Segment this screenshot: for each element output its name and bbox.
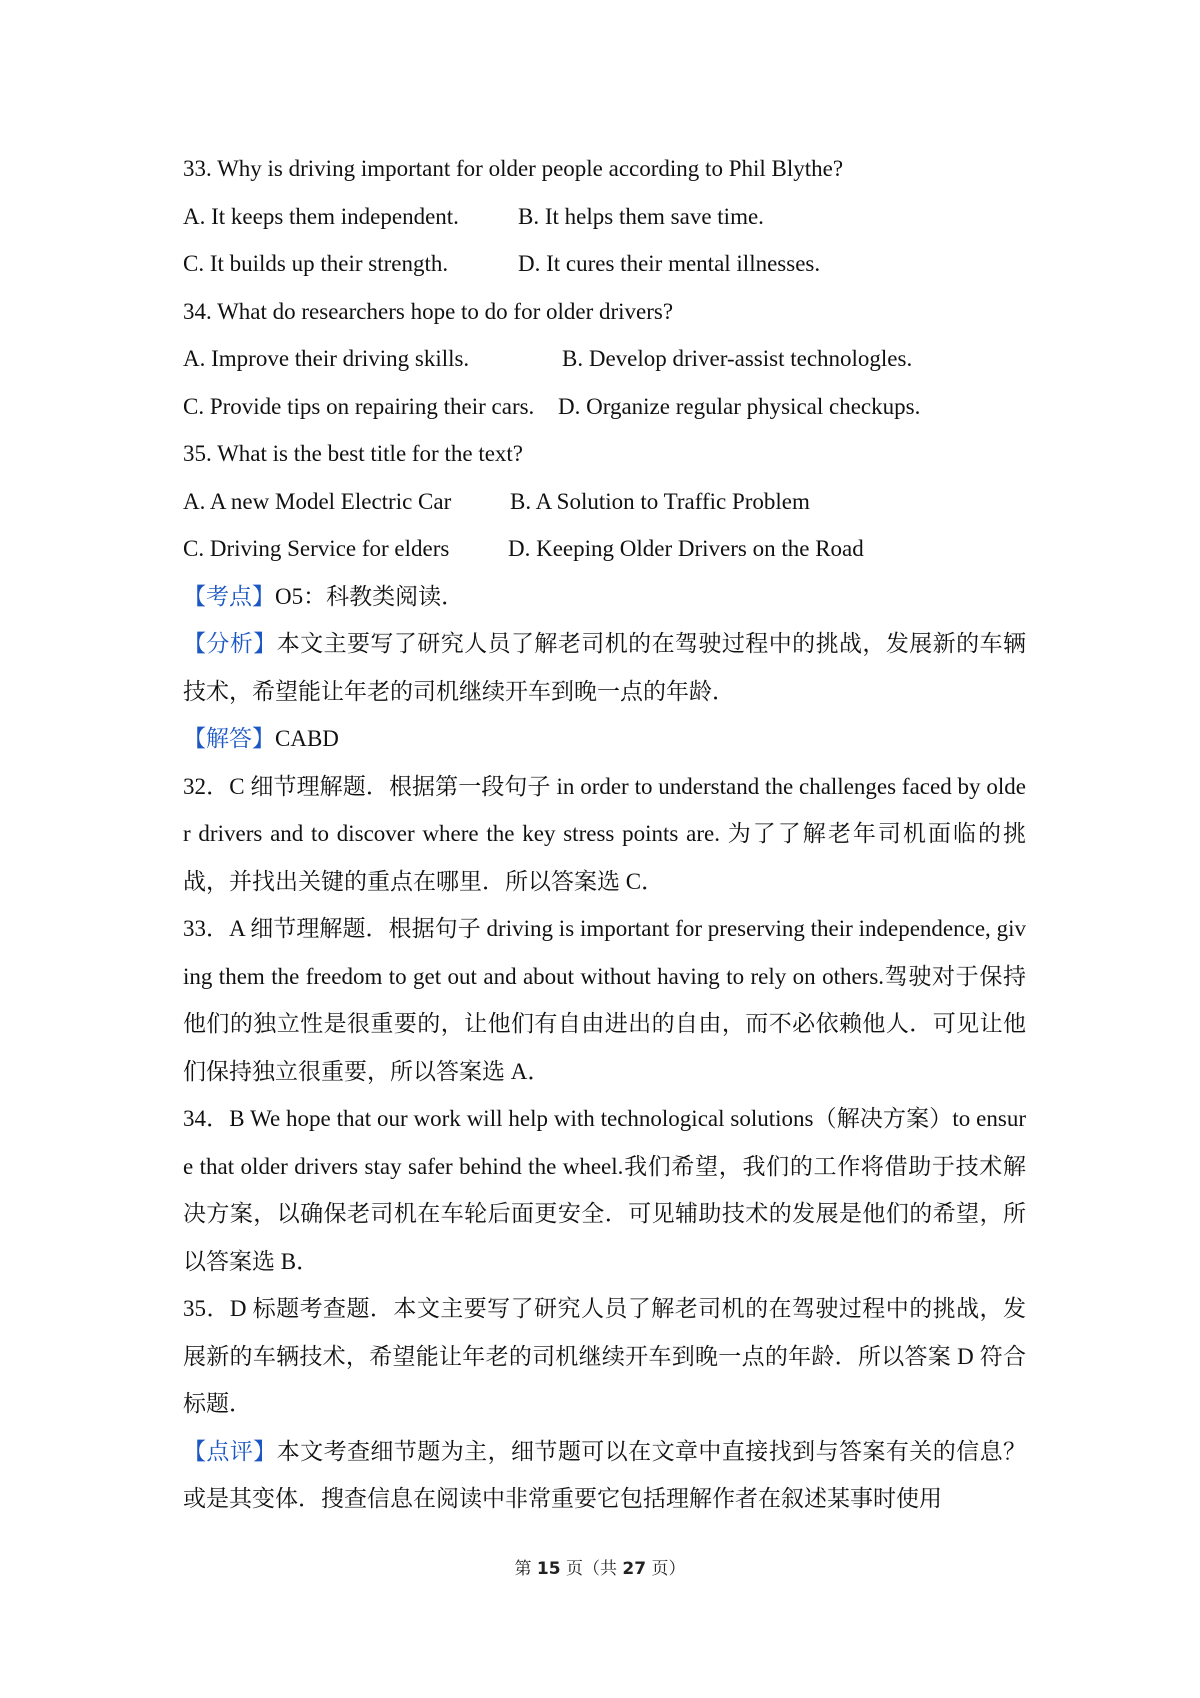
option-b: B. Develop driver-assist technologles. [562,346,913,371]
page-footer [0,1554,1200,1579]
dianping-section [183,1428,1026,1523]
question-33-options-row-1 [183,193,1026,241]
option-d: D. Keeping Older Drivers on the Road [508,536,864,561]
option-b: B. It helps them save time. [518,203,764,229]
dianping-text: 本文考查细节题为主，细节题可以在文章中直接找到与答案有关的信息？或是其变体．搜查信息在阅读中非常重要它包括理解作者在叙述某事时使用 [183,1438,1027,1511]
question-33-options-row-2 [183,240,1026,288]
fenxi-label: 【分析】 [183,631,277,656]
option-a: A. Improve their driving skills. [183,346,470,371]
question-34-options-row-1 [183,335,1026,383]
option-a: A. It keeps them independent. [183,203,459,229]
question-35-options-row-2 [183,525,1026,573]
question-35-options-row-1 [183,478,1026,526]
option-d: D. Organize regular physical checkups. [558,393,921,419]
jieda-label: 【解答】 [183,726,275,751]
fenxi-text: 本文主要写了研究人员了解老司机的在驾驶过程中的挑战，发展新的车辆技术，希望能让年老的司机继续开车到晚一点的年龄． [183,631,1027,704]
explanation-32: 32．C 细节理解题．根据第一段句子 in order to understand the challenges faced by older drivers and to discover where the key stress points are. 为了了解老年司机面临的挑战，并找出关键的重点在哪里．所以答案选 C． [183,773,1026,894]
option-c: C. Provide tips on repairing their cars. [183,393,535,419]
footer-total-pages: 27 [622,1559,647,1579]
explanation-33: 33．A 细节理解题．根据句子 driving is important for preserving their independence, giving them the freedom to get out and about without having to rely on others.驾驶对于保持他们的独立性是很重要的，让他们有自由进出的自由，而不必依赖他人．可见让他们保持独立很重要，所以答案选 A． [183,916,1026,1084]
option-a: A. A new Model Electric Car [183,488,452,514]
option-d: D. It cures their mental illnesses. [518,251,821,276]
footer-prefix: 第 [514,1559,537,1579]
option-c: C. It builds up their strength. [183,251,449,276]
kaodian-section [183,573,1026,621]
footer-middle: 页（共 [560,1559,623,1579]
question-35-stem: 35. What is the best title for the text? [183,441,524,466]
footer-suffix: 页） [646,1559,686,1579]
option-b: B. A Solution to Traffic Problem [510,488,810,514]
jieda-text: CABD [275,726,339,751]
explanation-34: 34．B We hope that our work will help with technological solutions（解决方案）to ensure that older drivers stay safer behind the wheel.我们希望，我们的工作将借助于技术解决方案，以确保老司机在车轮后面更安全．可见辅助技术的发展是他们的希望，所以答案选 B． [183,1106,1026,1274]
page-content [183,145,1026,1523]
dianping-label: 【点评】 [183,1438,277,1464]
question-34-stem: 34. What do researchers hope to do for older drivers? [183,298,674,324]
explanation-35: 35．D 标题考查题．本文主要写了研究人员了解老司机的在驾驶过程中的挑战，发展新的车辆技术，希望能让年老的司机继续开车到晚一点的年龄．所以答案 D 符合标题． [183,1296,1026,1416]
question-33-stem: 33. Why is driving important for older people according to Phil Blythe? [183,156,844,181]
jieda-section [183,715,1026,763]
fenxi-section [183,620,1026,715]
option-c: C. Driving Service for elders [183,536,450,561]
footer-page-number: 15 [536,1559,561,1579]
kaodian-text: O5：科教类阅读． [275,583,465,609]
kaodian-label: 【考点】 [183,583,275,609]
question-34-options-row-2 [183,383,1026,431]
